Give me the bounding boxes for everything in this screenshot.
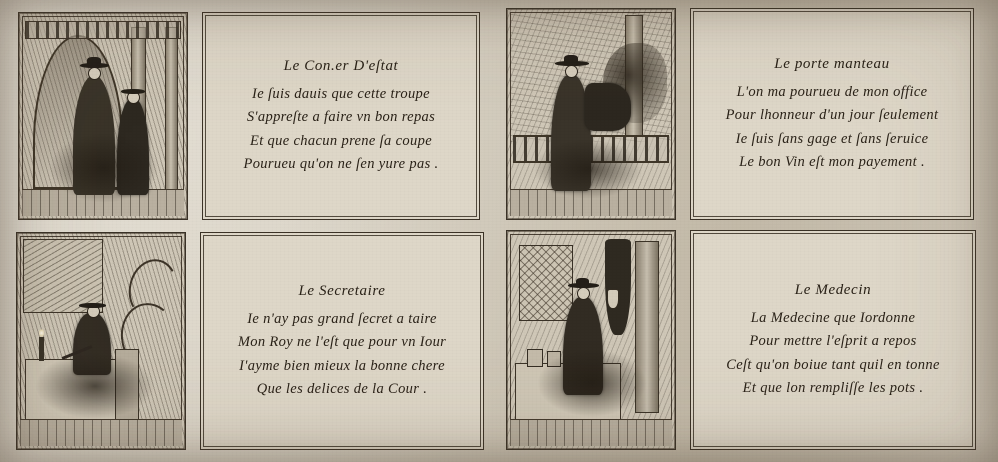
- urine-flask-icon: [607, 289, 619, 309]
- caption-line: La Medecine que Iordonne: [750, 309, 916, 326]
- scene-shadow: [35, 353, 155, 419]
- caption-title: Le Secretaire: [298, 282, 386, 299]
- caption-line: Que les delices de la Cour .: [256, 380, 428, 397]
- caption-line: L'on ma pourueu de mon office: [736, 83, 928, 100]
- caption-line: Et que lon rempliſſe les pots .: [742, 379, 924, 396]
- scene-physician: [506, 230, 676, 450]
- attendant-hat-icon: [121, 89, 145, 94]
- caption-title: Le Medecin: [794, 281, 872, 298]
- secretary-hat-icon: [79, 303, 106, 308]
- caption-line: Ie ſuis ſans gage et ſans ſeruice: [735, 130, 929, 147]
- plate-le-conseiller-destat: [18, 12, 480, 220]
- scene-councillor-of-state: [18, 12, 188, 220]
- caption-line: S'appreſte a faire vn bon repas: [246, 109, 436, 126]
- plate-le-porte-manteau: [506, 8, 974, 220]
- scene-secretary-writing: [16, 232, 186, 450]
- caption-panel-3: [200, 232, 484, 450]
- lattice-window-icon: [519, 245, 573, 321]
- caption-line: Mon Roy ne l'eſt que pour vn Iour: [237, 334, 447, 351]
- floor-tiles: [510, 419, 672, 446]
- caption-line: Ie ſuis dauis que cette troupe: [252, 85, 430, 102]
- caption-line: Le bon Vin eſt mon payement .: [739, 153, 925, 170]
- scene-shadow: [537, 349, 647, 417]
- floor-tiles: [20, 419, 182, 446]
- caption-line: I'ayme bien mieux la bonne chere: [239, 357, 445, 374]
- caption-line: Pour lhonneur d'un jour ſeulement: [725, 107, 939, 124]
- figure-cloak-bearer-head: [565, 65, 578, 78]
- hat-brim-icon: [80, 63, 109, 68]
- plate-le-medecin: [506, 230, 976, 450]
- wide-brim-hat-icon: [568, 283, 599, 288]
- caption-panel-2: [690, 8, 974, 220]
- caption-line: Et que chacun prene ſa coupe: [250, 132, 432, 149]
- caption-line: Ceſt qu'on boiue tant quil en tonne: [726, 356, 940, 373]
- caption-title: Le porte manteau: [774, 55, 890, 72]
- caption-line: Pourueu qu'on ne ſen yure pas .: [243, 155, 439, 172]
- candle-flame-icon: [39, 329, 44, 337]
- carried-cloak-bundle: [585, 83, 631, 131]
- caption-line: Pour mettre l'eſprit a repos: [749, 333, 917, 350]
- plate-le-secretaire: [16, 232, 484, 450]
- scene-shadow: [49, 133, 159, 203]
- column-right-icon: [165, 27, 178, 207]
- caption-title: Le Con.er D'eſtat: [283, 57, 399, 74]
- caption-panel-1: [202, 12, 480, 220]
- tapestry-panel: [23, 239, 103, 313]
- curtain-drape-icon: [605, 239, 631, 335]
- caption-line: Ie n'ay pas grand ſecret a taire: [247, 310, 437, 327]
- figure-councillor-head: [88, 67, 101, 80]
- wide-brim-hat-icon: [555, 61, 589, 66]
- caption-panel-4: [690, 230, 976, 450]
- scene-cloak-bearer: [506, 8, 676, 220]
- entablature-frieze: [25, 21, 181, 39]
- scene-shadow: [533, 139, 643, 199]
- figure-physician-head: [577, 287, 590, 300]
